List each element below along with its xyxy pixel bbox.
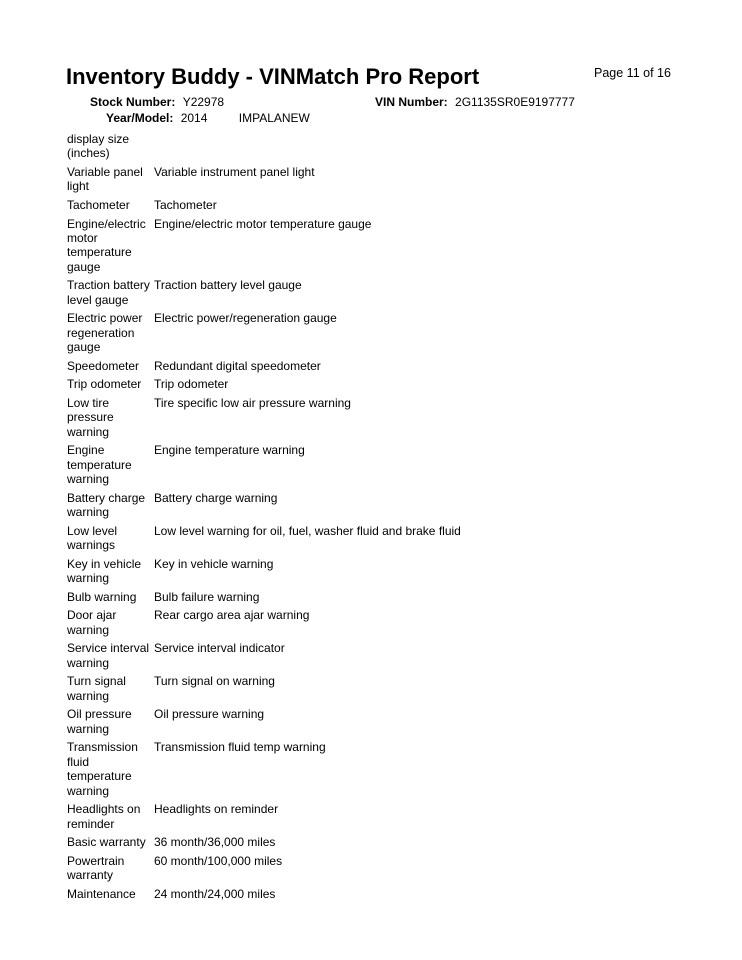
report-title: Inventory Buddy - VINMatch Pro Report — [66, 64, 480, 89]
spec-value: Battery charge warning — [154, 490, 278, 505]
spec-label: Trip odometer — [67, 377, 142, 392]
spec-value: Redundant digital speedometer — [154, 358, 321, 373]
spec-row — [67, 707, 707, 736]
spec-value: Engine temperature warning — [154, 443, 305, 458]
spec-row — [67, 359, 707, 373]
spec-row — [67, 835, 707, 849]
stock-number-value: Y22978 — [182, 95, 225, 109]
page-number: Page 11 of 16 — [594, 66, 671, 80]
spec-value: Tachometer — [154, 198, 217, 212]
spec-label: Bulb warning — [67, 589, 137, 604]
spec-label: Electric power regeneration gauge — [67, 311, 143, 355]
spec-row — [67, 165, 707, 194]
spec-row — [67, 198, 707, 212]
spec-value: Service interval indicator — [154, 641, 285, 656]
spec-value: 36 month/36,000 miles — [154, 835, 276, 850]
spec-list — [67, 132, 707, 905]
spec-value: Engine/electric motor temperature gauge — [154, 216, 372, 231]
spec-label: Tachometer — [67, 198, 130, 212]
spec-row — [67, 524, 707, 553]
spec-label: Powertrain warranty — [67, 853, 125, 883]
spec-row — [67, 396, 707, 439]
spec-label: Engine/electric motor temperature gauge — [67, 216, 146, 274]
spec-label: Basic warranty — [67, 835, 146, 850]
spec-row — [67, 887, 707, 901]
spec-row — [67, 311, 707, 354]
spec-row — [67, 641, 707, 670]
spec-label: Low tire pressure warning — [67, 396, 114, 439]
spec-value: Variable instrument panel light — [154, 165, 315, 179]
model-value: IMPALANEW — [238, 111, 310, 125]
vin-number — [375, 95, 575, 109]
spec-value: Traction battery level gauge — [154, 278, 302, 293]
spec-value — [154, 132, 707, 161]
stock-number — [90, 95, 224, 109]
spec-value: Turn signal on warning — [154, 674, 275, 689]
spec-value: Headlights on reminder — [154, 802, 279, 817]
spec-label: Transmission fluid temperature warning — [67, 740, 138, 798]
spec-row — [67, 590, 707, 604]
spec-label: Variable panel light — [67, 165, 143, 194]
spec-label: Oil pressure warning — [67, 707, 132, 736]
spec-value: 24 month/24,000 miles — [154, 886, 276, 901]
spec-label: Low level warnings — [67, 523, 118, 553]
spec-value: Low level warning for oil, fuel, washer fluid and brake fluid — [154, 523, 461, 538]
stock-number-label: Stock Number: — [90, 95, 176, 109]
spec-value: Oil pressure warning — [154, 707, 265, 722]
spec-row — [67, 802, 707, 831]
spec-value: Trip odometer — [154, 377, 229, 392]
spec-value: Key in vehicle warning — [154, 556, 274, 571]
spec-row — [67, 491, 707, 520]
spec-label: Speedometer — [67, 358, 140, 373]
spec-row — [67, 557, 707, 586]
vin-number-value: 2G1135SR0E9197777 — [455, 95, 575, 109]
spec-row — [67, 132, 707, 161]
spec-row — [67, 674, 707, 703]
spec-label: Key in vehicle warning — [67, 556, 142, 586]
spec-label: Turn signal warning — [67, 674, 126, 703]
spec-row — [67, 740, 707, 798]
spec-row — [67, 443, 707, 486]
year-value: 2014 — [180, 111, 208, 125]
spec-label: Door ajar warning — [67, 608, 117, 637]
spec-label: Maintenance — [67, 886, 136, 901]
spec-value: Rear cargo area ajar warning — [154, 608, 310, 623]
spec-label: Engine temperature warning — [67, 443, 132, 487]
year-model — [106, 111, 310, 125]
spec-value: Electric power/regeneration gauge — [154, 311, 337, 326]
spec-label: Headlights on reminder — [67, 802, 141, 831]
spec-row — [67, 217, 707, 275]
spec-row — [67, 377, 707, 391]
spec-label: Traction battery level gauge — [67, 278, 150, 307]
vin-number-label: VIN Number: — [375, 95, 448, 109]
spec-row — [67, 608, 707, 637]
spec-row — [67, 854, 707, 883]
spec-label: Battery charge warning — [67, 490, 146, 520]
spec-value: Transmission fluid temp warning — [154, 740, 326, 755]
spec-label: display size (inches) — [67, 132, 130, 161]
spec-label: Service interval warning — [67, 641, 150, 670]
spec-value: 60 month/100,000 miles — [154, 853, 283, 868]
spec-row — [67, 278, 707, 307]
spec-value: Tire specific low air pressure warning — [154, 396, 351, 410]
spec-value: Bulb failure warning — [154, 589, 260, 604]
year-model-label: Year/Model: — [106, 111, 174, 125]
